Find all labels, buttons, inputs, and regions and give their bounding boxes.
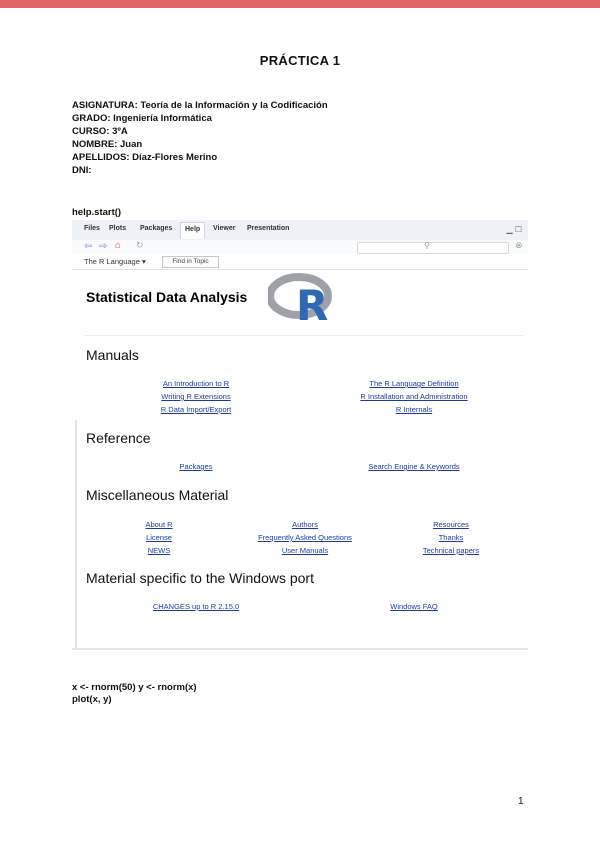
- tab-help[interactable]: Help: [180, 222, 205, 239]
- top-accent-bar: [0, 0, 600, 8]
- info-course: CURSO: 3ºA: [72, 126, 128, 137]
- link-faq[interactable]: Frequently Asked Questions: [258, 533, 352, 542]
- language-select-label: The R Language: [84, 257, 140, 266]
- pane-tab-bar: [72, 220, 528, 241]
- link-user-manuals[interactable]: User Manuals: [281, 546, 329, 555]
- link-thanks[interactable]: Thanks: [438, 533, 464, 542]
- refresh-icon[interactable]: ↻: [136, 240, 144, 250]
- minimize-maximize-icon[interactable]: ▁ ☐: [506, 225, 522, 234]
- tab-plots[interactable]: Plots: [109, 225, 127, 232]
- link-packages[interactable]: Packages: [179, 462, 213, 471]
- tab-presentation[interactable]: Presentation: [247, 225, 290, 232]
- info-dni: DNI:: [72, 165, 92, 176]
- search-icon: ⚲: [424, 241, 430, 250]
- info-surnames: APELLIDOS: Díaz-Flores Merino: [72, 152, 218, 163]
- reference-heading: Reference: [86, 430, 151, 446]
- info-name: NOMBRE: Juan: [72, 139, 143, 150]
- find-in-topic-button[interactable]: Find in Topic: [162, 256, 219, 268]
- link-installation-admin[interactable]: R Installation and Administration: [360, 392, 468, 401]
- code-rnorm: x <- rnorm(50) y <- rnorm(x): [72, 682, 197, 693]
- language-select[interactable]: The R Language ▾: [84, 257, 146, 266]
- link-language-definition[interactable]: The R Language Definition: [369, 379, 459, 388]
- link-r-internals[interactable]: R Internals: [395, 405, 433, 414]
- topic-bar: [72, 254, 528, 270]
- link-technical-papers[interactable]: Technical papers: [422, 546, 480, 555]
- link-about-r[interactable]: About R: [145, 520, 173, 529]
- misc-heading: Miscellaneous Material: [86, 487, 229, 503]
- tab-viewer[interactable]: Viewer: [213, 225, 236, 232]
- home-icon[interactable]: ⌂: [115, 240, 122, 251]
- manuals-heading: Manuals: [86, 347, 139, 363]
- r-logo: [268, 272, 338, 324]
- link-windows-faq[interactable]: Windows FAQ: [390, 602, 438, 611]
- link-authors[interactable]: Authors: [292, 520, 318, 529]
- page-number: 1: [518, 796, 524, 807]
- student-info-block: [72, 99, 328, 177]
- help-search-input[interactable]: [357, 242, 509, 254]
- code-help-start: help.start(): [72, 207, 122, 218]
- link-resources[interactable]: Resources: [433, 520, 469, 529]
- link-writing-extensions[interactable]: Writing R Extensions: [161, 392, 231, 401]
- help-page-title: Statistical Data Analysis: [86, 289, 248, 305]
- link-changes[interactable]: CHANGES up to R 2.15.0: [152, 602, 240, 611]
- r-help-screenshot: [72, 220, 528, 650]
- windows-heading: Material specific to the Windows port: [86, 570, 314, 586]
- info-subject: ASIGNATURA: Teoría de la Información y la Codificación: [72, 100, 328, 111]
- link-intro-to-r[interactable]: An Introduction to R: [162, 379, 230, 388]
- title-separator: [84, 335, 524, 336]
- tab-files[interactable]: Files: [84, 225, 100, 232]
- tab-packages[interactable]: Packages: [140, 225, 173, 232]
- code-plot: plot(x, y): [72, 694, 112, 705]
- back-arrow-icon[interactable]: ⇦: [84, 241, 93, 252]
- forward-arrow-icon[interactable]: ⇨: [99, 241, 108, 252]
- link-news[interactable]: NEWS: [147, 546, 171, 555]
- link-search-engine[interactable]: Search Engine & Keywords: [368, 462, 460, 471]
- info-degree: GRADO: Ingeniería Informática: [72, 113, 212, 124]
- link-license[interactable]: License: [146, 533, 172, 542]
- pane-left-border: [75, 420, 77, 648]
- link-data-import-export[interactable]: R Data Import/Export: [160, 405, 232, 414]
- document-title: PRÁCTICA 1: [259, 53, 341, 68]
- r-logo-letter: R: [296, 281, 329, 324]
- settings-icon[interactable]: ⊗: [515, 240, 523, 250]
